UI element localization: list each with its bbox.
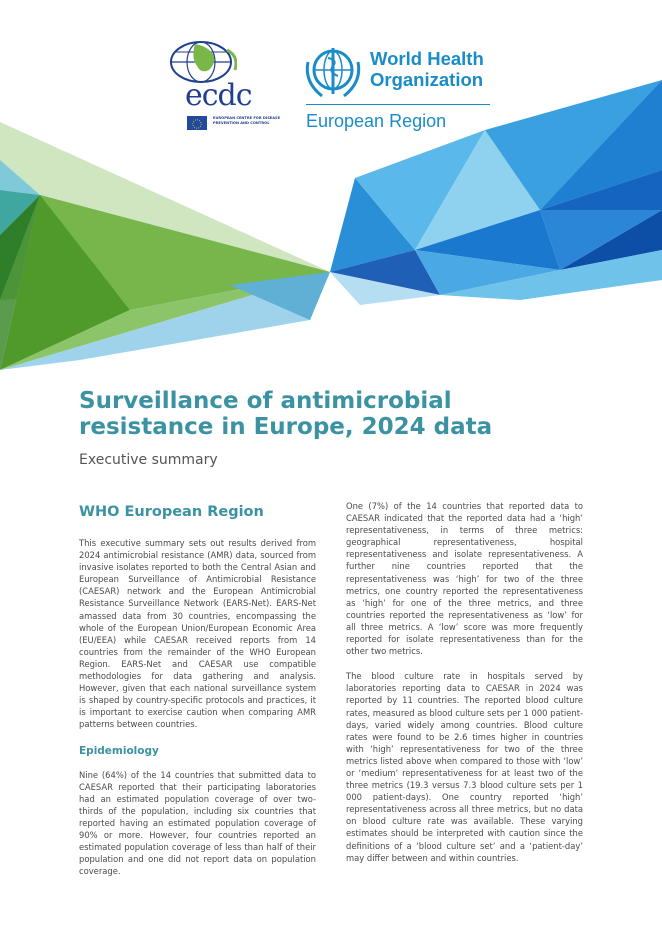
eu-flag-icon [187,116,207,130]
intro-paragraph: This executive summary sets out results derived from 2024 antimicrobial resistance (AMR) data, sourced from invasive isolates reported to both the Central Asian and European Surveillance of Antimicrobial Resistance (CAESAR) network and the European Antimicrobial Resistance Surveillance Network (EARS-Net). EARS-Net amassed data from 30 countries, encompassing the whole of the European Union/European Economic Area (EU/EEA) while CAESAR received reports from 14 countries from the remainder of the WHO European Region. EARS-Net and CAESAR use compatible methodologies for data gathering and analysis. However, given that each national surveillance system is shaped by country-specific protocols and practices, it is important to exercise caution when comparing AMR patterns between countries. [79,538,316,730]
blood-culture-paragraph: The blood culture rate in hospitals served by laboratories reporting data to CAESAR in 2024 was reported by 11 countries. The reported blood culture rates, measured as blood culture sets per 1 000 patient-days, varied widely among countries. Blood culture rates were found to be 2.6 times higher in countries with ‘high’ representativeness for two of the three metrics listed above when compared to those with ‘low’ or ‘medium’ representativeness for at least two of the three metrics (19.3 versus 7.3 blood culture sets per 1 000 patient-days). One country reported ‘high’ representativeness across all three metrics, but no data on blood culture rate was available. These varying estimates should be interpreted with caution since the definitions of a ‘blood culture set’ and a ‘patient-day’ may differ between and within countries. [346,671,583,863]
who-divider [306,104,490,105]
ecdc-subtitle: EUROPEAN CENTRE FOR DISEASE PREVENTION AND CONTROL [213,116,281,125]
section-title: WHO European Region [79,504,264,520]
who-name [370,48,484,90]
left-column [79,500,316,886]
page-title: Surveillance of antimicrobial resistance in Europe, 2024 data [79,388,493,440]
epidemiology-paragraph: Nine (64%) of the 14 countries that submitted data to CAESAR reported that their participating laboratories had an estimated population coverage of over two-thirds of the population, including six countries that reported having an estimated population coverage of 90% or more. However, four countries reported an estimated population coverage of less than half of their population and one did not report data on population coverage. [79,769,316,877]
who-logo [300,40,495,135]
representativeness-paragraph: One (7%) of the 14 countries that reported data to CAESAR indicated that the reported data had a ‘high’ representativeness, in terms of three metrics: geographical representativeness, hospital representativeness and isolate representativeness. A further nine countries reported that the representativeness was ‘high’ for two of the three metrics, one country reported the representativeness as ‘high’ for one of the three metrics, and three countries reported the representativeness as ‘low’ for all three metrics. A ‘low’ score was more frequently reported for isolate representativeness than for the other two metrics. [346,501,583,657]
ecdc-logo [165,40,281,135]
who-emblem-icon [302,42,364,102]
ecdc-wordmark: ecdc [185,78,252,113]
who-name-line2: Organization [370,69,484,90]
page-subtitle: Executive summary [79,452,218,468]
who-name-line1: World Health [370,48,484,69]
who-region: European Region [306,111,447,131]
right-column [346,500,583,877]
epidemiology-heading: Epidemiology [79,744,159,757]
